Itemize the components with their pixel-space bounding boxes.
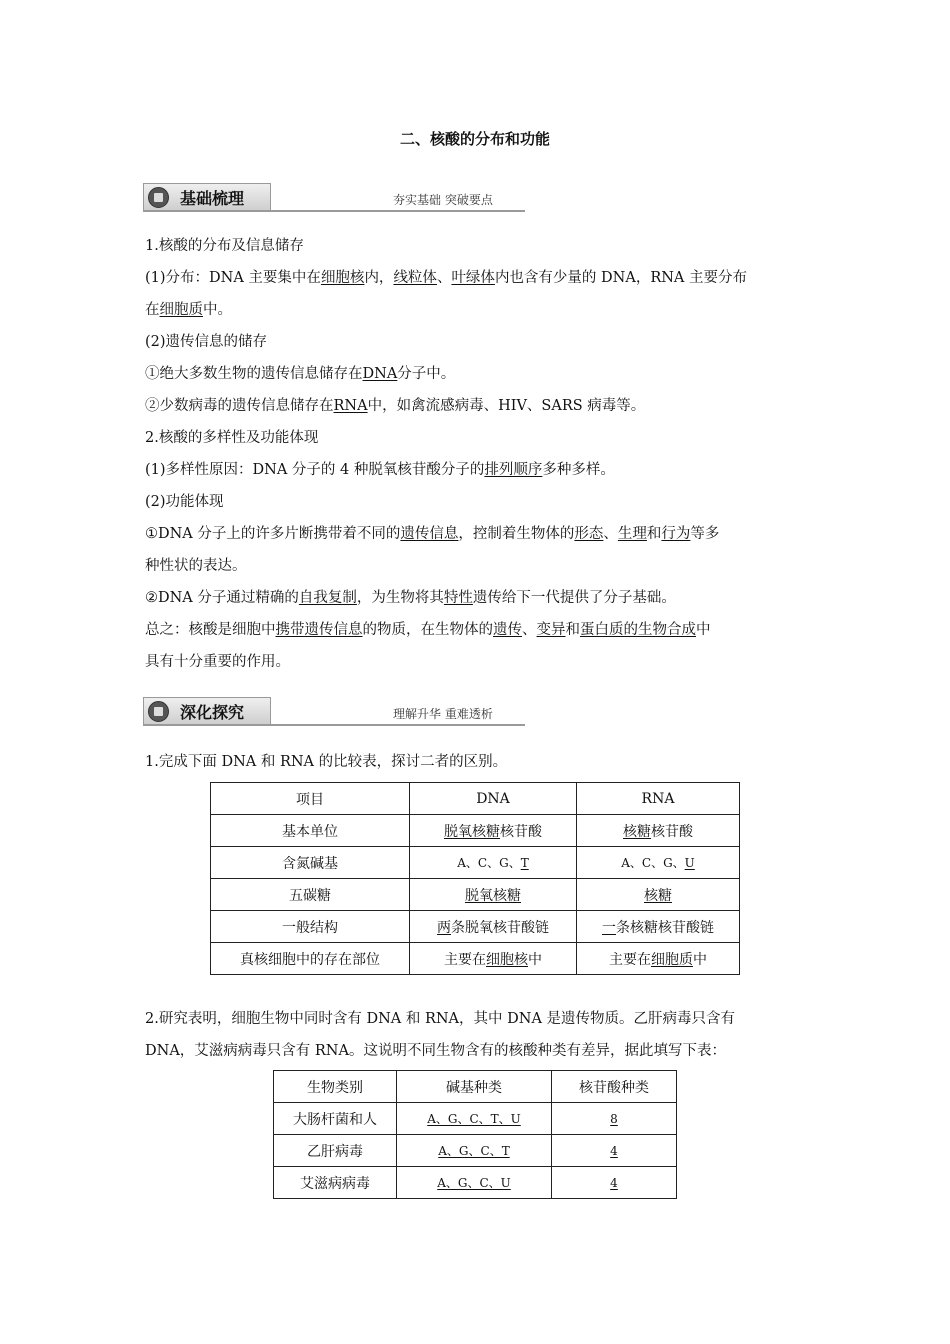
banner-tab: [143, 183, 271, 211]
table-cell: 一条核糖核苷酸链: [577, 911, 740, 943]
table-cell: 真核细胞中的存在部位: [211, 943, 410, 975]
para-function-1: ①DNA 分子上的许多片断携带着不同的遗传信息，控制着生物体的形态、生理和行为等多: [145, 526, 720, 542]
table-cell: 核糖: [577, 879, 740, 911]
table-row: [274, 1167, 677, 1199]
para-diversity-1: (1)多样性原因：DNA 分子的 4 种脱氧核苷酸分子的排列顺序多种多样。: [145, 462, 615, 478]
nucleic-acid-types-table: [273, 1070, 677, 1199]
table-row: [211, 911, 740, 943]
table-row: [211, 847, 740, 879]
banner-rule: [143, 724, 525, 726]
heading-diversity: 2.核酸的多样性及功能体现: [145, 430, 319, 446]
para-function-2: ②DNA 分子通过精确的自我复制，为生物将其特性遗传给下一代提供了分子基础。: [145, 590, 676, 606]
banner-label: 基础梳理: [180, 189, 245, 208]
table-cell: 碱基种类: [397, 1071, 552, 1103]
para-storage-2: ②少数病毒的遗传信息储存在RNA中，如禽流感病毒、HIV、SARS 病毒等。: [145, 398, 646, 414]
banner-label: 深化探究: [180, 703, 245, 722]
table-header-row: [211, 783, 740, 815]
table-cell: DNA: [410, 783, 577, 815]
table-row: [274, 1135, 677, 1167]
heading-distribution: 1.核酸的分布及信息储存: [145, 238, 304, 254]
table-cell: 乙肝病毒: [274, 1135, 397, 1167]
table-cell: RNA: [577, 783, 740, 815]
banner-subtitle: 夯实基础 突破要点: [393, 193, 493, 207]
table-cell: 含氮碱基: [211, 847, 410, 879]
table-cell: 脱氧核糖核苷酸: [410, 815, 577, 847]
table-cell: 4: [552, 1167, 677, 1199]
table-cell: 主要在细胞质中: [577, 943, 740, 975]
page-title: 二、核酸的分布和功能: [399, 130, 550, 148]
para-storage-heading: (2)遗传信息的储存: [145, 334, 268, 350]
book-icon: [148, 187, 169, 208]
table-cell: A、C、G、U: [577, 847, 740, 879]
table-cell: 核糖核苷酸: [577, 815, 740, 847]
question-2-line-1: 2.研究表明，细胞生物中同时含有 DNA 和 RNA，其中 DNA 是遗传物质。乙肝病毒只含有: [145, 1011, 736, 1027]
table-cell: 基本单位: [211, 815, 410, 847]
para-summary: 总之：核酸是细胞中携带遗传信息的物质，在生物体的遗传、变异和蛋白质的生物合成中: [145, 622, 711, 638]
table-cell: 4: [552, 1135, 677, 1167]
table-cell: 核苷酸种类: [552, 1071, 677, 1103]
para-storage-1: ①绝大多数生物的遗传信息储存在DNA分子中。: [145, 366, 456, 382]
table-cell: 8: [552, 1103, 677, 1135]
table-header-row: [274, 1071, 677, 1103]
section-banner-basics: [143, 183, 525, 215]
banner-subtitle: 理解升华 重难透析: [393, 707, 493, 721]
para-function-1b: 种性状的表达。: [145, 558, 247, 574]
table-cell: 一般结构: [211, 911, 410, 943]
table-cell: 五碳糖: [211, 879, 410, 911]
para-summary-b: 具有十分重要的作用。: [145, 654, 290, 670]
banner-tab: [143, 697, 271, 725]
para-distribution-2: 在细胞质中。: [145, 302, 232, 318]
banner-rule: [143, 210, 525, 212]
question-2-line-2: DNA，艾滋病病毒只含有 RNA。这说明不同生物含有的核酸种类有差异，据此填写下表：: [145, 1043, 726, 1059]
table-row: [211, 879, 740, 911]
table-cell: A、G、C、T、U: [397, 1103, 552, 1135]
target-icon: [148, 701, 169, 722]
table-cell: 大肠杆菌和人: [274, 1103, 397, 1135]
para-distribution-1: (1)分布：DNA 主要集中在细胞核内，线粒体、叶绿体内也含有少量的 DNA，RNA 主要分布: [145, 270, 748, 286]
table-row: [211, 943, 740, 975]
table-cell: 项目: [211, 783, 410, 815]
table-cell: A、G、C、U: [397, 1167, 552, 1199]
table-cell: 两条脱氧核苷酸链: [410, 911, 577, 943]
question-1: 1.完成下面 DNA 和 RNA 的比较表，探讨二者的区别。: [145, 754, 508, 770]
table-row: [211, 815, 740, 847]
table-cell: A、C、G、T: [410, 847, 577, 879]
table-cell: 脱氧核糖: [410, 879, 577, 911]
table-row: [274, 1103, 677, 1135]
section-banner-explore: [143, 697, 525, 729]
table-cell: A、G、C、T: [397, 1135, 552, 1167]
table-cell: 生物类别: [274, 1071, 397, 1103]
table-cell: 艾滋病病毒: [274, 1167, 397, 1199]
table-cell: 主要在细胞核中: [410, 943, 577, 975]
dna-rna-comparison-table: [210, 782, 740, 975]
para-function-heading: (2)功能体现: [145, 494, 224, 510]
